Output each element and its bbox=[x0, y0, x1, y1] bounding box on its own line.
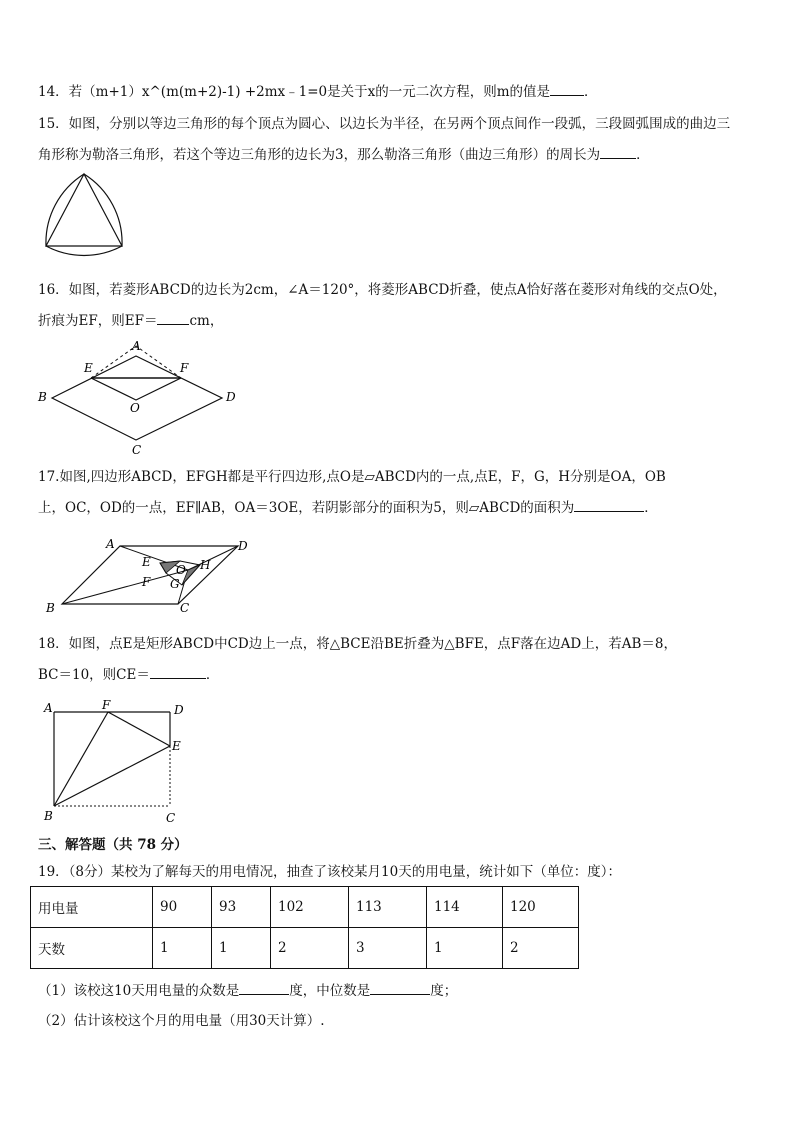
label-D: D bbox=[238, 539, 248, 553]
table-cell: 用电量 bbox=[31, 887, 153, 928]
q16-answer-blank bbox=[157, 312, 189, 325]
table-cell: 102 bbox=[271, 887, 349, 928]
label-A: A bbox=[106, 537, 115, 551]
label-F: F bbox=[102, 698, 111, 712]
q16-line2: 折痕为EF，则EF＝ cm， bbox=[38, 313, 224, 329]
label-G: G bbox=[170, 577, 180, 591]
q19-part2: （2）估计该校这个月的用电量（用30天计算）. bbox=[38, 1013, 325, 1029]
table-cell: 1 bbox=[212, 928, 271, 969]
table-cell: 1 bbox=[153, 928, 212, 969]
label-F: F bbox=[142, 575, 151, 589]
q14-text: 14．若（m+1）x^(m(m+2)-1) +2mx﹣1=0是关于x的一元二次方程，则m的值是 ． bbox=[38, 84, 598, 100]
table-cell: 120 bbox=[503, 887, 579, 928]
q15-answer-blank bbox=[600, 146, 636, 159]
label-D: D bbox=[174, 703, 184, 717]
q15-line2: 角形称为勒洛三角形，若这个等边三角形的边长为3，那么勒洛三角形（曲边三角形）的周长为 ． bbox=[38, 147, 650, 163]
q14-answer-blank bbox=[550, 83, 584, 96]
q16-line1: 16．如图，若菱形ABCD的边长为2cm，∠A＝120°，将菱形ABCD折叠，使点A恰好落在菱形对角线的交点O处， bbox=[38, 282, 727, 298]
label-E: E bbox=[84, 361, 93, 375]
q15-line1: 15．如图，分别以等边三角形的每个顶点为圆心、以边长为半径，在另两个顶点间作一段弧，三段圆弧围成的曲边三 bbox=[38, 116, 731, 132]
parallelogram-figure bbox=[42, 536, 262, 616]
reuleaux-triangle-figure bbox=[38, 170, 128, 260]
q17-line1: 17.如图,四边形ABCD，EFGH都是平行四边形,点O是▱ABCD内的一点,点E，F，G，H分别是OA，OB bbox=[38, 469, 666, 485]
q19-part1: （1）该校这10天用电量的众数是 度，中位数是 度； bbox=[38, 983, 458, 999]
label-E: E bbox=[142, 555, 151, 569]
label-B: B bbox=[44, 809, 53, 823]
table-cell: 93 bbox=[212, 887, 271, 928]
q14-stem: 14．若（m+1）x^(m(m+2)-1) +2mx﹣1=0是关于x的一元二次方程，则m的值是 bbox=[38, 84, 551, 100]
label-C: C bbox=[166, 811, 176, 825]
table-cell: 2 bbox=[271, 928, 349, 969]
median-answer-blank bbox=[370, 982, 430, 995]
label-A: A bbox=[132, 339, 141, 353]
table-cell: 90 bbox=[153, 887, 212, 928]
q18-line1: 18．如图，点E是矩形ABCD中CD边上一点，将△BCE沿BE折叠为△BFE，点F落在边AD上，若AB＝8， bbox=[38, 636, 677, 652]
section-heading: 三、解答题（共 78 分） bbox=[38, 837, 188, 853]
table-cell: 1 bbox=[427, 928, 503, 969]
q17-answer-blank bbox=[574, 499, 644, 512]
label-E: E bbox=[172, 739, 181, 753]
mode-answer-blank bbox=[239, 982, 289, 995]
table-cell: 天数 bbox=[31, 928, 153, 969]
table-cell: 113 bbox=[349, 887, 427, 928]
table-cell: 114 bbox=[427, 887, 503, 928]
q18-line2: BC＝10，则CE＝ ． bbox=[38, 667, 220, 683]
label-A: A bbox=[44, 701, 53, 715]
label-O: O bbox=[130, 401, 140, 415]
rhombus-fold-figure bbox=[36, 338, 246, 458]
label-F: F bbox=[180, 361, 189, 375]
label-H: H bbox=[200, 558, 211, 572]
label-D: D bbox=[226, 390, 236, 404]
label-B: B bbox=[46, 601, 55, 615]
usage-table bbox=[30, 886, 579, 969]
table-row bbox=[31, 928, 579, 969]
q19-intro: 19．（8分）某校为了解每天的用电情况，抽查了该校某月10天的用电量，统计如下（单位：度）： bbox=[38, 864, 621, 880]
label-C: C bbox=[132, 443, 142, 457]
table-row bbox=[31, 887, 579, 928]
q18-answer-blank bbox=[150, 666, 206, 679]
q17-line2: 上，OC，OD的一点，EF∥AB，OA＝3OE，若阴影部分的面积为5，则▱ABCD的面积为 ． bbox=[38, 500, 658, 516]
rectangle-fold-figure bbox=[38, 698, 198, 828]
table-cell: 2 bbox=[503, 928, 579, 969]
label-B: B bbox=[38, 390, 47, 404]
label-O: O bbox=[176, 563, 186, 577]
label-C: C bbox=[180, 601, 190, 615]
table-cell: 3 bbox=[349, 928, 427, 969]
